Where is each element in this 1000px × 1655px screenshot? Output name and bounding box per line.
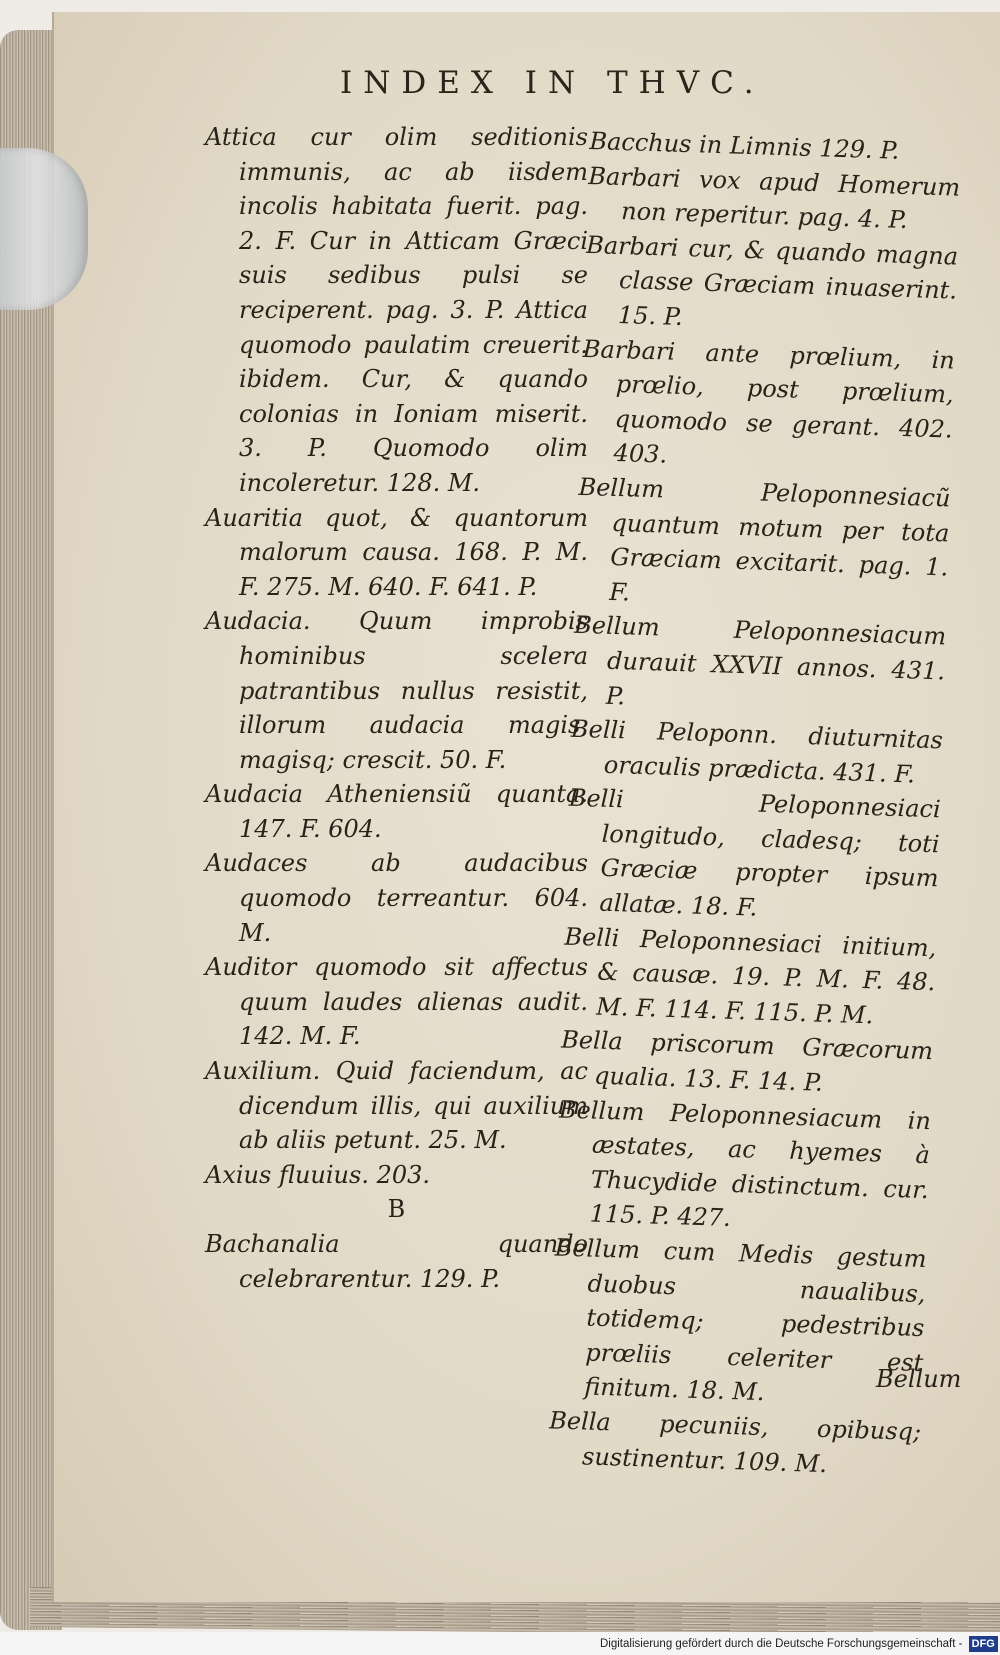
index-entry: Bellum Peloponnesiacũ quantum motum per tota Græciam excitarit. pag. 1. F. bbox=[578, 472, 951, 607]
index-entry: Bachanalia quando celebrarentur. 129. P. bbox=[205, 1230, 588, 1293]
index-entry: Bellum cum Medis gestum duobus naualibus, totidemq; pedestribus prœliis celeriter est finitum. 18. M. bbox=[554, 1233, 927, 1407]
index-entry: Bellum Peloponnesiacum in æstates, ac hyemes à Thucydide distinctum. cur. 115. P. 427. bbox=[558, 1095, 932, 1233]
index-entry: Barbari vox apud Homerum non reperitur. pag. 4. P. bbox=[587, 161, 961, 235]
thumb-holding-page bbox=[0, 148, 88, 310]
index-entry: Belli Peloponn. diuturnitas oraculis prædicta. 431. F. bbox=[570, 714, 944, 789]
index-entry: Bella pecuniis, opibusq; sustinentur. 109. M. bbox=[548, 1406, 922, 1478]
index-entry: Bacchus in Limnis 129. P. bbox=[589, 126, 900, 165]
index-entry: Audacia. Quum improbis hominibus scelera patrantibus nullus resistit, illorum audacia magis, magisq; crescit. 50. F. bbox=[205, 607, 588, 774]
index-entry: Belli Peloponnesiaci initium, & causæ. 19. P. M. F. 48. M. F. 114. F. 115. P. M. bbox=[564, 922, 937, 1030]
index-entry: Auaritia quot, & quantorum malorum causa. 168. P. M. F. 275. M. 640. F. 641. P. bbox=[205, 503, 588, 601]
index-column-left bbox=[205, 120, 588, 1296]
index-entry: Barbari ante prœlium, in prœlio, post prœlium, quomodo se gerant. 402. 403. bbox=[582, 334, 956, 469]
index-entry: Axius fluuius. 203. bbox=[205, 1160, 431, 1189]
index-entry: Attica cur olim seditionis immunis, ac ab iisdem incolis habitata fuerit. pag. 2. F. Cur in Atticam Græci suis sedibus pulsi se reciperent. pag. 3. P. Attica quomodo paulatim creuerit. ibidem. Cur, & quando colonias in Ioniam miserit. 3. P. Quomodo olim incoleretur. 128. M. bbox=[205, 123, 588, 497]
section-letter: B bbox=[387, 1195, 406, 1224]
index-entry: Audacia Atheniensiũ quanta. 147. F. 604. bbox=[205, 780, 588, 843]
index-entry: Auxilium. Quid faciendum, ac dicendum illis, qui auxilium ab aliis petunt. 25. M. bbox=[205, 1057, 588, 1155]
running-header: INDEX IN THVC. bbox=[340, 65, 765, 101]
dfg-logo[interactable]: DFG bbox=[969, 1636, 998, 1652]
catchword: Bellum bbox=[876, 1365, 962, 1393]
digitization-credit-text: Digitalisierung gefördert durch die Deutsche Forschungsgemeinschaft - bbox=[600, 1638, 963, 1650]
index-entry: Bellum Peloponnesiacum durauit XXVII annos. 431. P. bbox=[573, 611, 947, 710]
index-entry: Belli Peloponnesiaci longitudo, cladesq; toti Græciæ propter ipsum allatæ. 18. F. bbox=[568, 783, 942, 922]
index-entry: Barbari cur, & quando magna classe Græciam inuaserint. 15. P. bbox=[585, 230, 959, 331]
digitization-credit bbox=[600, 1633, 998, 1655]
index-entry: Bella priscorum Græcorum qualia. 13. F. 14. P. bbox=[560, 1025, 934, 1097]
index-entry: Audaces ab audacibus quomodo terreantur. 604. M. bbox=[205, 849, 588, 947]
index-entry: Auditor quomodo sit affectus quum laudes alienas audit. 142. M. F. bbox=[205, 953, 588, 1051]
index-column-right bbox=[548, 124, 962, 1484]
